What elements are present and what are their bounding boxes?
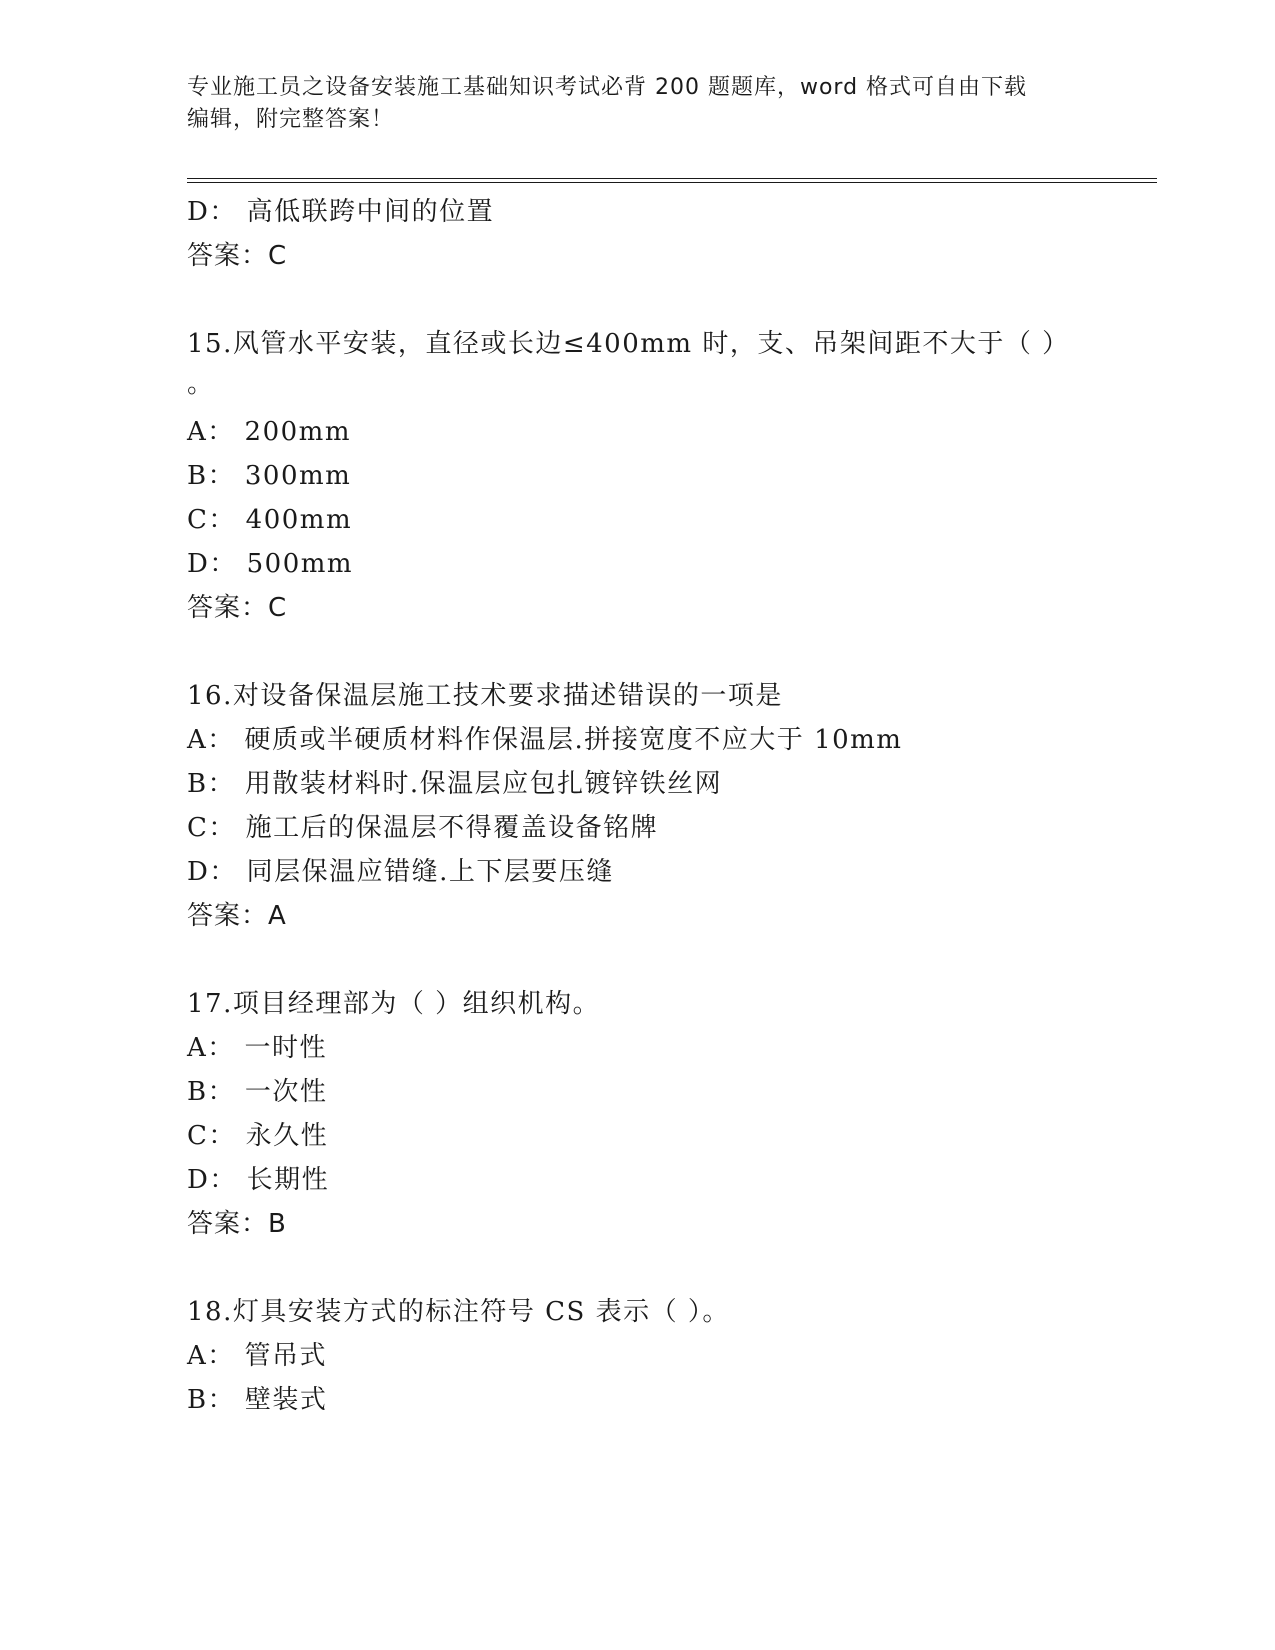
q18-option-a: A： 管吊式	[187, 1341, 328, 1371]
q16-option-d: D： 同层保温应错缝.上下层要压缝	[187, 857, 614, 887]
q17-option-c: C： 永久性	[187, 1121, 329, 1151]
q16-option-b: B： 用散装材料时.保温层应包扎镀锌铁丝网	[187, 769, 723, 799]
header-title-line-2: 编辑，附完整答案！	[187, 107, 395, 132]
header-divider-bottom	[187, 182, 1157, 183]
q16-option-a: A： 硬质或半硬质材料作保温层.拼接宽度不应大于 10mm	[187, 725, 903, 755]
q16-answer: 答案：A	[187, 901, 287, 931]
q18-stem: 18.灯具安装方式的标注符号 CS 表示（ ）。	[187, 1297, 730, 1327]
q17-option-d: D： 长期性	[187, 1165, 330, 1195]
q15-stem: 15.风管水平安装，直径或长边≤400mm 时，支、吊架间距不大于（ ）	[187, 329, 1070, 359]
q16-option-c: C： 施工后的保温层不得覆盖设备铭牌	[187, 813, 659, 843]
q17-option-b: B： 一次性	[187, 1077, 328, 1107]
document-header	[187, 72, 1087, 136]
q17-answer: 答案：B	[187, 1209, 287, 1239]
q16-stem: 16.对设备保温层施工技术要求描述错误的一项是	[187, 681, 783, 711]
q17-option-a: A： 一时性	[187, 1033, 328, 1063]
q15-answer: 答案：C	[187, 593, 288, 623]
q14-option-d: D： 高低联跨中间的位置	[187, 197, 495, 227]
q15-option-c: C： 400mm	[187, 505, 353, 535]
header-divider-top	[187, 178, 1157, 179]
header-title-line-1: 专业施工员之设备安装施工基础知识考试必背 200 题题库，word 格式可自由下载	[187, 75, 1028, 100]
q15-stem-continuation: 。	[187, 369, 215, 399]
q17-stem: 17.项目经理部为（ ）组织机构。	[187, 989, 601, 1019]
q18-option-b: B： 壁装式	[187, 1385, 328, 1415]
q15-option-a: A： 200mm	[187, 417, 351, 447]
q14-answer: 答案：C	[187, 241, 288, 271]
q15-option-d: D： 500mm	[187, 549, 354, 579]
q15-option-b: B： 300mm	[187, 461, 352, 491]
